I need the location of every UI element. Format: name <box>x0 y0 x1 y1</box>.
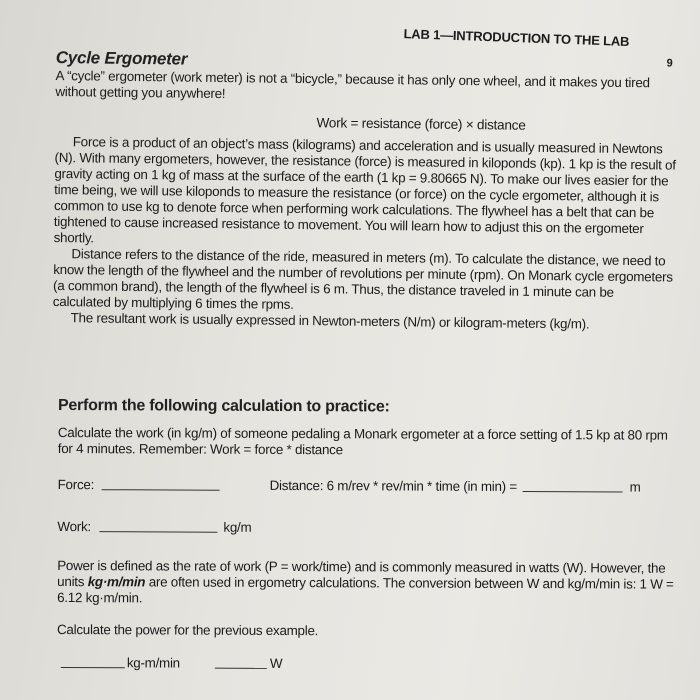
force-distance-row <box>58 477 680 500</box>
power-text-2: are often used in ergometry calculations. The conversion between W and kg/m/min is: <box>145 574 637 592</box>
cycle-ergometer-section <box>53 44 678 334</box>
practice-section <box>57 398 680 678</box>
power-text-1: Power is defined as the rate of work (P = work/time) and is commonly measured in watts (W). However, the units <box>57 557 666 590</box>
power-conversion: 1 W = 6.12 kg·m/min. <box>57 576 674 606</box>
work-unit: kg/m <box>223 519 252 535</box>
practice-heading: Perform the following calculation to practice: <box>57 397 390 416</box>
force-paragraph: Force is a product of an object’s mass (kilograms) and acceleration and is usually measured in Newtons (N). With many ergometers, however, the resistance (force) is measured in kiloponds (kp). 1 kp is the result of gravity acting on 1 kg of mass at the surface of the earth (1 kp = 9.80665 N). To make our lives easier for the time being, we will use kiloponds to measure the resistance (or force) on the cycle ergometer, although it is common to use kg to denote force when performing work calculations. The flywheel has a belt that can be tightened to cause increased resistance to movement. You will learn how to adjust this on the ergometer shortly. <box>53 134 676 246</box>
work-formula: Work = resistance (force) × distance <box>316 115 526 133</box>
distance-answer-blank[interactable] <box>523 479 623 492</box>
power-watts-blank[interactable] <box>215 656 267 669</box>
force-label: Force: <box>57 476 95 493</box>
distance-paragraph: Distance refers to the distance of the ride, measured in meters (m). To calculate the distance, we need to know the length of the flywheel and the number of revolutions per minute (rpm). On Monark cycle ergometers (a common brand), the length of the flywheel is 6 m. Thus, the distance traveled in 1 minute can be calculated by multiplying 6 times the rpms. <box>52 246 673 312</box>
running-title: LAB 1—INTRODUCTION TO THE LAB <box>403 26 630 50</box>
power-watts-unit: W <box>269 655 283 671</box>
power-answer-row <box>57 655 679 678</box>
force-answer-blank[interactable] <box>102 477 220 491</box>
distance-unit: m <box>629 479 641 495</box>
work-units-paragraph: The resultant work is usually expressed in Newton-meters (N/m) or kilogram-meters (kg/m). <box>70 310 590 332</box>
power-question: Calculate the power for the previous example. <box>56 621 319 639</box>
work-answer-blank[interactable] <box>99 519 217 533</box>
power-kgm-blank[interactable] <box>61 655 125 668</box>
power-kgm-unit: kg-m/min <box>126 655 180 671</box>
work-row <box>57 519 679 542</box>
power-paragraph <box>57 558 679 609</box>
distance-label: Distance: 6 m/rev * rev/min * time (in min) = <box>269 477 517 495</box>
power-units: kg·m/min <box>87 574 146 590</box>
page-number: 9 <box>666 57 673 70</box>
section-title: Cycle Ergometer <box>55 47 188 69</box>
intro-paragraph: A “cycle” ergometer (work meter) is not a “bicycle,” because it has only one wheel, and it makes you tired without getting you anywhere! <box>55 67 650 102</box>
practice-question: Calculate the work (in kg/m) of someone pedaling a Monark ergometer at a force setting of 1.5 kp at 80 rpm for 4 minutes. Remember: Work = force * distance <box>57 424 668 458</box>
work-label: Work: <box>57 518 91 535</box>
